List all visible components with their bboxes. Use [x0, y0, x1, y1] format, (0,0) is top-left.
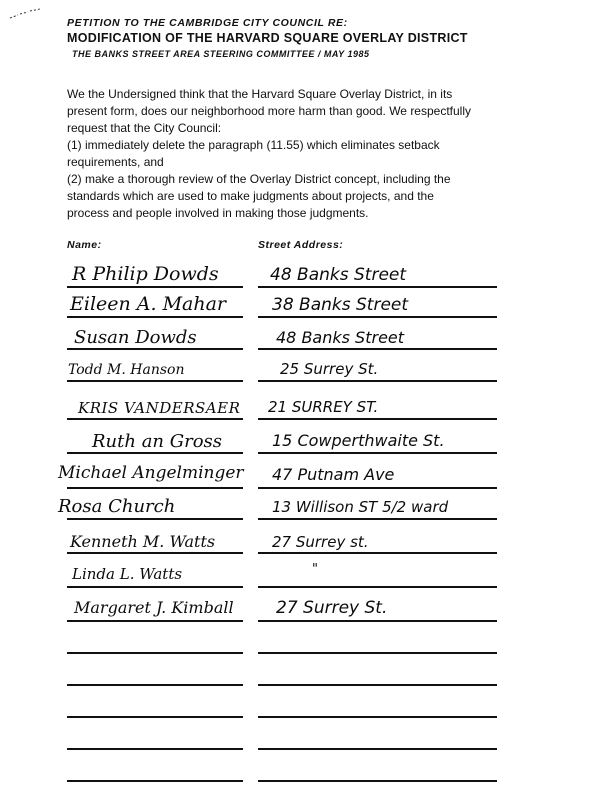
signer-name: Rosa Church [58, 496, 176, 517]
address-line [258, 716, 497, 718]
signer-name: Eileen A. Mahar [70, 293, 227, 315]
address-line [258, 348, 497, 350]
committee-byline: THE BANKS STREET AREA STEERING COMMITTEE / MAY 1985 [72, 49, 370, 59]
signature-line [67, 586, 243, 588]
signer-name: Margaret J. Kimball [74, 598, 234, 617]
address-line [258, 652, 497, 654]
address-column-header: Street Address: [258, 239, 344, 251]
petition-request-1: (1) immediately delete the paragraph (11.55) which eliminates setback [67, 138, 440, 152]
petition-heading: PETITION TO THE CAMBRIDGE CITY COUNCIL RE: [67, 17, 348, 29]
signature-line [67, 487, 243, 489]
signer-address: 13 Willison ST 5/2 ward [272, 498, 449, 516]
petition-title: MODIFICATION OF THE HARVARD SQUARE OVERLAY DISTRICT [67, 31, 468, 45]
signature-line [67, 380, 243, 382]
signer-name: Linda L. Watts [72, 565, 183, 583]
address-line [258, 748, 497, 750]
address-line [258, 487, 497, 489]
petition-request-2-cont: process and people involved in making those judgments. [67, 206, 369, 220]
signature-line [67, 518, 243, 520]
signature-line [67, 452, 243, 454]
signer-address: 38 Banks Street [272, 295, 409, 315]
petition-request-2: (2) make a thorough review of the Overlay District concept, including the [67, 172, 451, 186]
address-line [258, 780, 497, 782]
signature-line [67, 552, 243, 554]
signer-address: 47 Putnam Ave [272, 465, 395, 484]
address-line [258, 286, 497, 288]
signer-name: Michael Angelminger [58, 463, 244, 483]
signer-name: Todd M. Hanson [68, 362, 185, 378]
signer-address: 27 Surrey st. [272, 533, 369, 551]
signer-name: KRIS VANDERSAER [78, 399, 241, 417]
petition-text-line: request that the City Council: [67, 121, 222, 135]
signature-line [67, 286, 243, 288]
address-line [258, 586, 497, 588]
address-line [258, 380, 497, 382]
signer-address: 15 Cowperthwaite St. [272, 431, 445, 450]
signature-line [67, 716, 243, 718]
address-line [258, 452, 497, 454]
petition-text-line: We the Undersigned think that the Harvard Square Overlay District, in its [67, 87, 453, 101]
address-line [258, 552, 497, 554]
signer-address: 48 Banks Street [270, 265, 407, 285]
petition-request-2-cont: standards which are used to make judgments about projects, and the [67, 189, 434, 203]
signer-address: 25 Surrey St. [280, 360, 379, 378]
address-line [258, 518, 497, 520]
signer-address-ditto: " [312, 562, 318, 577]
name-column-header: Name: [67, 239, 102, 251]
signature-line [67, 652, 243, 654]
signer-address: 48 Banks Street [276, 328, 405, 347]
signer-address: 27 Surrey St. [276, 598, 388, 618]
signature-line [67, 316, 243, 318]
address-line [258, 684, 497, 686]
petition-text-line: present form, does our neighborhood more harm than good. We respectfully [67, 104, 472, 118]
signature-line [67, 620, 243, 622]
corner-scribble-mark [8, 8, 42, 20]
signer-name: Kenneth M. Watts [70, 532, 216, 551]
address-line [258, 316, 497, 318]
address-line [258, 418, 497, 420]
address-line [258, 620, 497, 622]
signature-line [67, 348, 243, 350]
signature-line [67, 418, 243, 420]
signer-address: 21 SURREY ST. [268, 398, 379, 416]
signer-name: R Philip Dowds [72, 263, 219, 285]
signature-line [67, 748, 243, 750]
signature-line [67, 780, 243, 782]
signer-name: Susan Dowds [74, 327, 197, 348]
petition-request-1-cont: requirements, and [67, 155, 164, 169]
signer-name: Ruth an Gross [92, 431, 223, 452]
signature-line [67, 684, 243, 686]
